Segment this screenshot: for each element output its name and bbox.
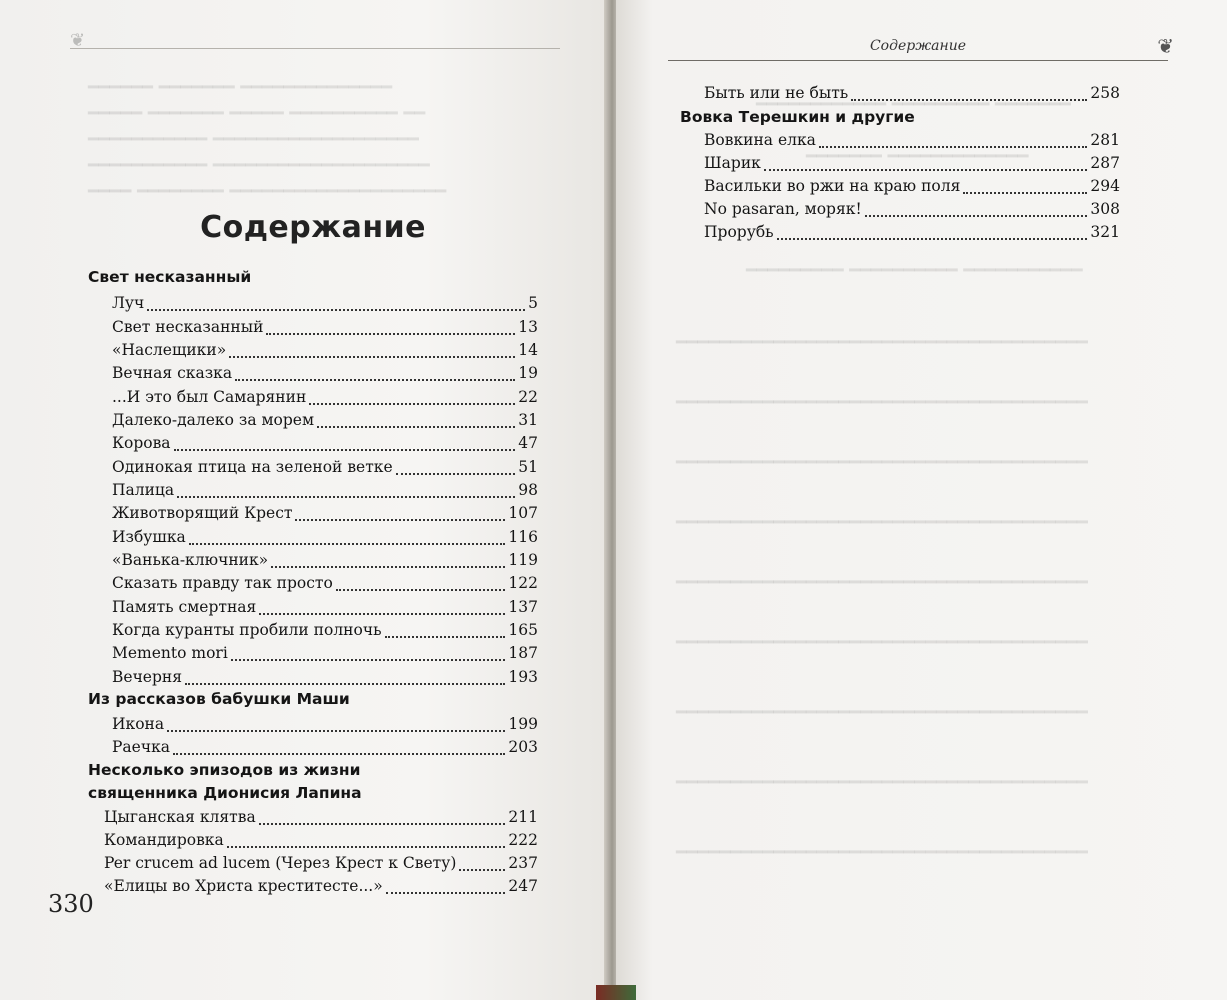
toc-section-heading: Свет несказанный [88, 268, 252, 286]
toc-entry[interactable] [112, 621, 538, 643]
toc-entry-page: 31 [518, 411, 538, 429]
toc-entry-page: 47 [518, 434, 538, 452]
toc-entry-page: 258 [1090, 84, 1120, 102]
toc-entry-page: 211 [508, 808, 538, 826]
toc-entry[interactable] [112, 574, 538, 596]
toc-entry[interactable] [112, 434, 538, 456]
toc-title: Содержание [200, 210, 426, 245]
toc-entry-title: Вечная сказка [112, 364, 233, 382]
toc-right [680, 84, 1120, 254]
toc-entry[interactable] [112, 644, 538, 666]
toc-entry-title: Луч [112, 294, 145, 312]
toc-entry-page: 116 [508, 528, 538, 546]
toc-entry-page: 321 [1090, 223, 1120, 241]
toc-entry-title: Васильки во ржи на краю поля [704, 177, 961, 195]
toc-entry-page: 119 [508, 551, 538, 569]
page-number: 330 [48, 890, 94, 918]
toc-entry-title: ...И это был Самарянин [112, 388, 307, 406]
right-page: ━━━━━━━━━━━━ ━━━━━━━━━ ━━━━━━━ ━━━━━━━ ━━━━━━━━━━━━━ ━━━━━━━━━ ━━━━━━━━━━ ━━━━━━━━━━━ ━━━━━━━━━━━━━━━━━━━━━━━━━━━━━━━━━━━━━━ ━━━━━━━━━━━━━━━━━━━━━━━━━━━━━━━━━━━━━━ ━━━━━━━━━━━━━━━━━━━━━━━━━━━━━━━━━━━━━━ ━━━━━━━━━━━━━━━━━━━━━━━━━━━━━━━━━━━━━━ ━━━━━━━━━━━━━━━━━━━━━━━━━━━━━━━━━━━━━━ ━━━━━━━━━━━━━━━━━━━━━━━━━━━━━━━━━━━━━━ ━━━━━━━━━━━━━━━━━━━━━━━━━━━━━━━━━━━━━━ ━━━━━━━━━━━━━━━━━━━━━━━━━━━━━━━━━━━━━━ ━━━━━━━━━━━━━━━━━━━━━━━━━━━━━━━━━━━━━━ Содержание ❦ Быть или не быть 258 Вовка Терешкин и другие Вовкина елка 281 Шарик 287 Васильки во ржи на краю поля 294 No pasaran, моряк! 308 Прорубь 321 [616, 0, 1227, 1000]
toc-entry-title: Одинокая птица на зеленой ветке [112, 458, 393, 476]
toc-entry-title: Память смертная [112, 598, 257, 616]
toc-entry-title: Шарик [704, 154, 761, 172]
toc-entry[interactable] [104, 808, 538, 830]
toc-entry-page: 294 [1090, 177, 1120, 195]
toc-entry-page: 14 [518, 341, 538, 359]
toc-entry[interactable] [112, 738, 538, 760]
toc-entry-page: 222 [508, 831, 538, 849]
toc-entry-title: Свет несказанный [112, 318, 264, 336]
toc-entry-title: Избушка [112, 528, 186, 546]
toc-entry-page: 281 [1090, 131, 1120, 149]
toc-entry-title: Корова [112, 434, 171, 452]
left-page: ━━━━━━ ━━━━━━━ ━━━━━━━━━━━━━━ ━━━━━ ━━━━━━━ ━━━━━ ━━━━━━━━━━ ━━ ━━━━━━━━━━━ ━━━━━━━━━━━━━━━━━━━ ━━━━━━━━━━━ ━━━━━━━━━━━━━━━━━━━━ ━━━━ ━━━━━━━━ ━━━━━━━━━━━━━━━━━━━━ ❦ Содержание Свет несказанный Луч 5 Свет несказанный 13 «Наслещики» 14 Вечная сказка 19 ...И это был Самарянин 22 Далеко-далеко за морем 31 Корова 47 Одинокая птица на зеленой ветке 51 Палица 98 Животворящий Крест 107 Избушка 116 «Ванька-ключник» 119 Сказать правду так просто 122 Память смертная 137 Когда куранты пробили полночь 165 Memento mori 187 Вечерня 193 Из рассказов бабушки Маши Икона 199 Раечка 203 Несколько эпизодов из жизни священника Дионисия Лапина Цыганская клятва 211 Командировка 222 Per crucem ad lucem (Через Крест к Свету) 237 «Елицы во Христа креститесте...» 247 330 [0, 0, 608, 1000]
toc-entry-title: Memento mori [112, 644, 228, 662]
toc-entry[interactable] [112, 411, 538, 433]
toc-entry-page: 19 [518, 364, 538, 382]
toc-entry-page: 122 [508, 574, 538, 592]
toc-entry-page: 193 [508, 668, 538, 686]
toc-entry-title: Палица [112, 481, 175, 499]
toc-entry-page: 98 [518, 481, 538, 499]
toc-entry-title: Вовкина елка [704, 131, 816, 149]
toc-entry[interactable] [112, 715, 538, 737]
toc-entry[interactable] [704, 154, 1120, 176]
toc-entry-title: Командировка [104, 831, 224, 849]
toc-entry-page: 13 [518, 318, 538, 336]
toc-entry-title: Цыганская клятва [104, 808, 256, 826]
book-cover-edge [596, 985, 636, 1000]
toc-entry[interactable] [112, 528, 538, 550]
toc-entry-title: Сказать правду так просто [112, 574, 333, 592]
toc-entry-title: Вечерня [112, 668, 183, 686]
toc-entry-title: Когда куранты пробили полночь [112, 621, 382, 639]
toc-entry-page: 237 [508, 854, 538, 872]
toc-entry-page: 287 [1090, 154, 1120, 172]
toc-entry[interactable] [112, 388, 538, 410]
toc-entry-page: 5 [528, 294, 538, 312]
toc-left [88, 268, 538, 895]
leaf-ornament-icon: ❦ [70, 30, 86, 51]
toc-section-heading: Вовка Терешкин и другие [680, 108, 915, 126]
toc-entry[interactable] [112, 668, 538, 690]
toc-entry-page: 107 [508, 504, 538, 522]
toc-entry-title: Per crucem ad lucem (Через Крест к Свету) [104, 854, 457, 872]
toc-entry[interactable] [112, 318, 538, 340]
toc-section-heading: Из рассказов бабушки Маши [88, 690, 350, 708]
toc-entry-title: «Ванька-ключник» [112, 551, 269, 569]
toc-entry[interactable] [112, 598, 538, 620]
toc-entry[interactable] [112, 294, 538, 316]
toc-entry[interactable] [112, 504, 538, 526]
toc-entry[interactable] [704, 84, 1120, 106]
toc-entry[interactable] [704, 200, 1120, 222]
toc-entry-page: 137 [508, 598, 538, 616]
running-head-right [668, 34, 1174, 61]
toc-entry-title: «Наслещики» [112, 341, 227, 359]
toc-entry[interactable] [112, 481, 538, 503]
running-head-left [70, 28, 560, 49]
toc-entry-title: Далеко-далеко за морем [112, 411, 315, 429]
toc-entry[interactable] [112, 551, 538, 573]
toc-entry-page: 199 [508, 715, 538, 733]
toc-entry-page: 51 [518, 458, 538, 476]
running-head-title: Содержание [869, 38, 967, 54]
toc-entry[interactable] [704, 131, 1120, 153]
toc-entry[interactable] [704, 223, 1120, 245]
toc-entry-page: 247 [508, 877, 538, 895]
toc-entry-title: Раечка [112, 738, 171, 756]
toc-entry-page: 187 [508, 644, 538, 662]
toc-section-heading: священника Дионисия Лапина [88, 784, 362, 802]
toc-entry[interactable] [104, 831, 538, 853]
leaf-ornament-icon: ❦ [1157, 34, 1174, 58]
toc-entry-page: 22 [518, 388, 538, 406]
toc-entry-title: No pasaran, моряк! [704, 200, 862, 218]
toc-entry[interactable] [104, 854, 538, 876]
toc-entry[interactable] [112, 458, 538, 480]
toc-entry-page: 308 [1090, 200, 1120, 218]
toc-entry-title: Прорубь [704, 223, 774, 241]
toc-entry-title: Быть или не быть [704, 84, 849, 102]
toc-entry[interactable] [112, 341, 538, 363]
toc-entry-page: 203 [508, 738, 538, 756]
toc-entry-title: Животворящий Крест [112, 504, 293, 522]
toc-entry[interactable] [112, 364, 538, 386]
toc-entry[interactable] [704, 177, 1120, 199]
toc-section-heading: Несколько эпизодов из жизни [88, 761, 361, 779]
toc-entry[interactable] [104, 877, 538, 899]
toc-entry-title: Икона [112, 715, 165, 733]
toc-entry-page: 165 [508, 621, 538, 639]
toc-entry-title: «Елицы во Христа креститесте...» [104, 877, 383, 895]
